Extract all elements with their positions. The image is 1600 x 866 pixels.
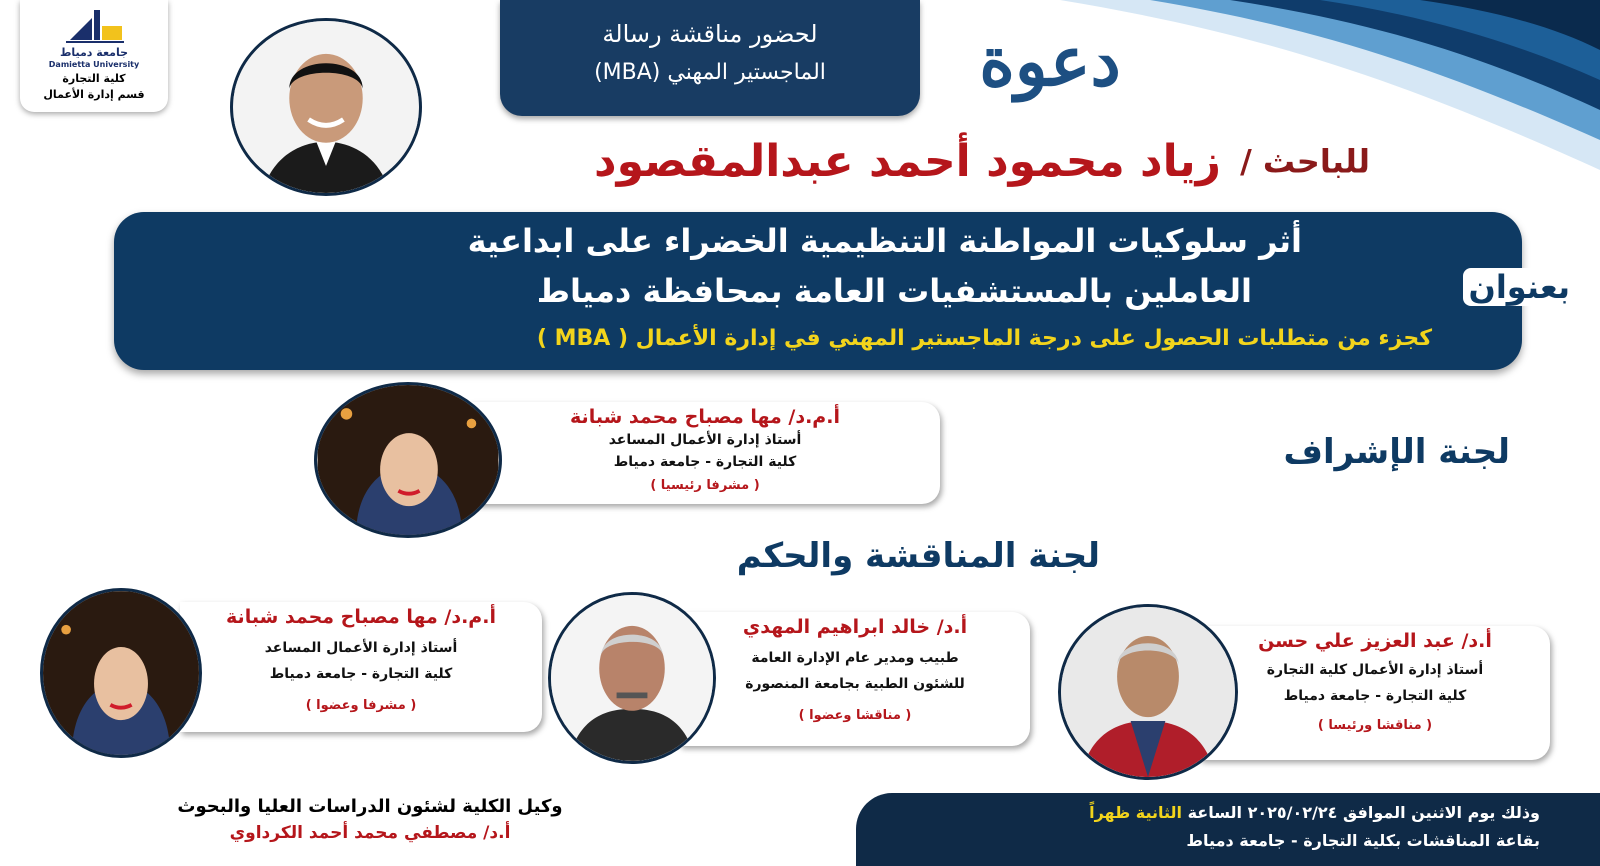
committee-member-role: ( مناقشا ورئيسا ) [1317, 718, 1433, 733]
supervisor-line1: أستاذ إدارة الأعمال المساعد [608, 432, 802, 448]
invitation-box [500, 0, 920, 116]
committee-member-name: أ.د/ عبد العزيز علي حسن [1258, 630, 1492, 652]
committee-member-card [1200, 626, 1550, 760]
university-logo [20, 0, 168, 112]
researcher-prefix: للباحث / [1240, 142, 1370, 181]
supervisor-line2: كلية التجارة - جامعة دمياط [613, 454, 797, 470]
committee-member-photo [548, 592, 716, 764]
thesis-label: بعنوان [1463, 268, 1576, 306]
logo-department: قسم إدارة الأعمال [43, 88, 145, 101]
schedule-date-line [1089, 803, 1540, 822]
man-portrait-icon [233, 21, 419, 193]
researcher-name: زياد محمود أحمد عبدالمقصود [594, 136, 1221, 187]
committee-member-card [680, 612, 1030, 746]
thesis-subtitle: كجزء من متطلبات الحصول على درجة الماجستير المهني في إدارة الأعمال ( MBA ) [536, 326, 1432, 351]
thesis-title-box [114, 212, 1522, 370]
logo-university-en: Damietta University [48, 60, 140, 69]
man-portrait-icon [1061, 607, 1235, 777]
committee-member-line1: أستاذ إدارة الأعمال المساعد [264, 640, 458, 656]
logo-faculty: كلية التجارة [62, 72, 126, 85]
committee-member-name: أ.د/ خالد ابراهيم المهدي [742, 616, 968, 638]
thesis-title-line2: العاملين بالمستشفيات العامة بمحافظة دمياط [536, 272, 1252, 310]
schedule-time: الثانية ظهراً [1089, 803, 1183, 822]
committee-member-line2: كلية التجارة - جامعة دمياط [269, 666, 453, 682]
researcher-photo [230, 18, 422, 196]
committee-member-line1: أستاذ إدارة الأعمال كلية التجارة [1266, 662, 1484, 678]
supervisor-card [470, 402, 940, 504]
committee-member-role: ( مناقشا وعضوا ) [798, 708, 912, 723]
logo-university-ar: جامعة دمياط [59, 46, 129, 59]
committee-member-name: أ.م.د/ مها مصباح محمد شبانة [226, 606, 496, 628]
committee-member-role: ( مشرفا وعضوا ) [305, 698, 417, 713]
supervisor-role: ( مشرفا رئيسيا ) [650, 478, 760, 493]
invitation-line1: لحضور مناقشة رسالة [602, 20, 818, 48]
woman-portrait-icon [43, 591, 199, 755]
schedule-location: بقاعة المناقشات بكلية التجارة - جامعة دمياط [1186, 831, 1540, 850]
vice-dean-block [150, 796, 590, 843]
committee-member-card [180, 602, 542, 732]
schedule-box [856, 793, 1600, 866]
committee-member-line2: كلية التجارة - جامعة دمياط [1283, 688, 1467, 704]
committee-member-line2: للشئون الطبية بجامعة المنصورة [745, 676, 965, 692]
vice-dean-title: وكيل الكلية لشئون الدراسات العليا والبحوث [177, 796, 563, 817]
logo-mark-icon [64, 6, 126, 44]
invitation-calligraphy [955, 10, 1145, 120]
invitation-heading: دعوة [979, 22, 1121, 102]
supervision-title: لجنة الإشراف [1283, 432, 1510, 472]
researcher-line [450, 136, 1370, 196]
invitation-line2: الماجستير المهني (MBA) [594, 60, 826, 85]
woman-portrait-icon [317, 385, 499, 535]
supervisor-photo [314, 382, 502, 538]
supervisor-name: أ.م.د/ مها مصباح محمد شبانة [570, 406, 840, 428]
vice-dean-name: أ.د/ مصطفي محمد أحمد الكرداوي [229, 823, 511, 843]
thesis-title-line1: أثر سلوكيات المواطنة التنظيمية الخضراء على ابداعية [467, 222, 1302, 260]
man-portrait-icon [551, 595, 713, 761]
schedule-date: وذلك يوم الاثنين الموافق ٢٠٢٥/٠٢/٢٤ الساعة [1187, 803, 1540, 822]
committee-member-line1: طبيب ومدير عام الإدارة العامة [751, 650, 959, 666]
committee-member-photo [40, 588, 202, 758]
committee-title: لجنة المناقشة والحكم [736, 536, 1100, 576]
committee-member-photo [1058, 604, 1238, 780]
